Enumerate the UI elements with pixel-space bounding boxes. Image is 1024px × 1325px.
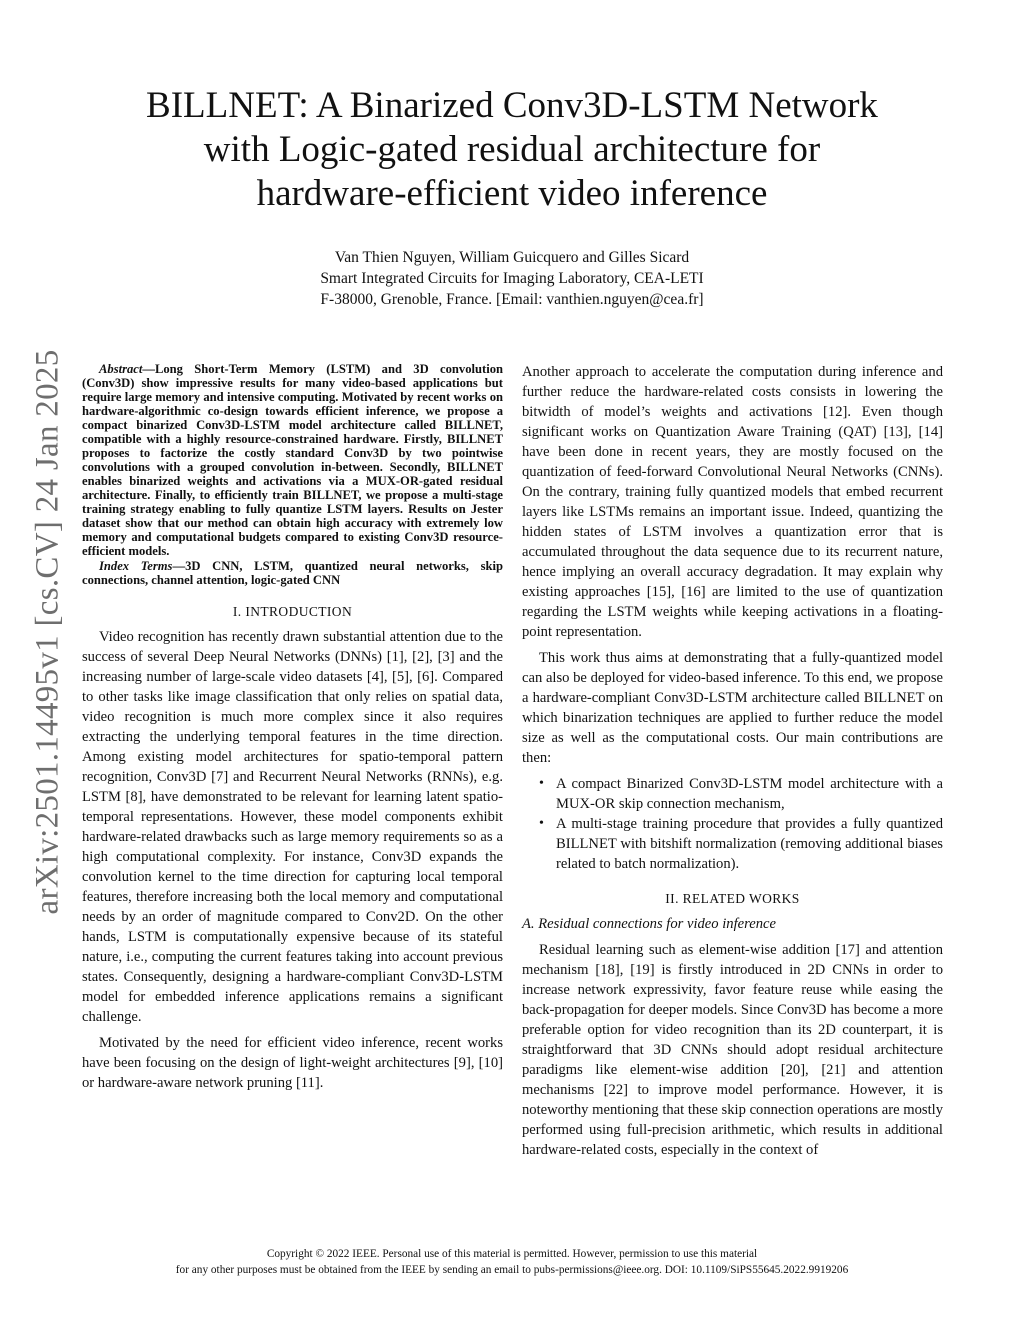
index-terms-label: Index Terms — [99, 559, 173, 573]
abstract-text: —Long Short-Term Memory (LSTM) and 3D convolution (Conv3D) show impressive results for many video-based applications but require large memory and intensive computing. Motivated by recent works on hardware-algorithmic co-design towards efficient inference, we propose a compact binarized Conv3D-LSTM model architecture called BILLNET, compatible with a highly resource-constrained hardware. Firstly, BILLNET proposes to factorize the costly standard Conv3D by two pointwise convolutions with a grouped convolution in-between. Secondly, BILLNET enables binarized weights and activations via a MUX-OR-gated residual architecture. Finally, to efficiently train BILLNET, we propose a multi-stage training strategy enabling to fully quantize LSTM layers. Results on Jester dataset show that our method can obtain high accuracy with extremely low memory and computational budgets compared to existing Conv3D resource-efficient models. — [82, 362, 503, 558]
introduction-paragraph-3: Another approach to accelerate the computation during inference and further reduce the hardware-related costs consists in lowering the bitwidth of model’s weights and activations [12]. Even though significant works on Quantization Aware Training (QAT) [13], [14] have been done in recent years, they are mostly focused on the quantization of feed-forward Convolutional Neural Networks (CNNs). On the contrary, training fully quantized models that embed recurrent layers like LSTMs remains an important issue. Indeed, quantizing the hidden states of LSTM involves a quantization error that is accumulated throughout the data sequence due to its recurrent nature, hence implying an overall accuracy degradation. It may explain why existing approaches [15], [16] are limited to the use of quantization regarding the LSTM weights while keeping activations in a floating-point representation. — [522, 364, 943, 640]
copyright-line-1: Copyright © 2022 IEEE. Personal use of this material is permitted. However, permission to use this material — [266, 1248, 758, 1260]
list-item: • A multi-stage training procedure that provides a fully quantized BILLNET with bitshift normalization (removing additional biases related to batch normalization). — [556, 814, 943, 874]
title-line-1: BILLNET: A Binarized Conv3D-LSTM Network — [146, 85, 878, 126]
author-affiliation: Smart Integrated Circuits for Imaging Laboratory, CEA-LETI — [320, 270, 704, 287]
author-names: Van Thien Nguyen, William Guicquero and Gilles Sicard — [334, 249, 690, 266]
introduction-paragraph-2: Motivated by the need for efficient video inference, recent works have been focusing on the design of light-weight architectures [9], [10] or hardware-aware network pruning [11]. — [82, 1035, 503, 1091]
section-heading-introduction: I. INTRODUCTION — [232, 604, 353, 619]
left-column — [82, 362, 503, 1093]
introduction-paragraph-1: Video recognition has recently drawn substantial attention due to the success of several Deep Neural Networks (DNNs) [1], [2], [3] and the increasing number of large-scale video datasets [4], [5], [6]. Compared to other tasks like image classification that only relies on spatial data, video recognition is much more complex since it also requires extracting the underlying temporal features in the time direction. Among existing model architectures for spatio-temporal pattern recognition, Conv3D [7] and Recurrent Neural Networks (RNNs), e.g. LSTM [8], have demonstrated to be relevant for learning latent spatio-temporal representations. However, these model components exhibit hardware-related drawbacks such as large memory requirements so as a high computational complexity. For instance, Conv3D expands the convolution kernel to the time direction for capturing local temporal features, therefore increasing both the local memory and computational needs by an order of magnitude compared to Conv2D. On the other hands, LSTM is computationally expensive because of its stateful nature, i.e., computing the current features taking into account previous states. Consequently, designing a hardware-compliant Conv3D-LSTM model for embedded inference applications remains a significant challenge. — [82, 629, 503, 1025]
copyright-footer — [0, 1246, 1024, 1278]
right-column — [522, 362, 943, 1160]
title-line-3: hardware-efficient video inference — [256, 173, 768, 214]
paper-title — [0, 84, 1024, 216]
section-heading-related-works: II. RELATED WORKS — [665, 891, 800, 906]
author-address: F-38000, Grenoble, France. [Email: vanthien.nguyen@cea.fr] — [320, 291, 704, 308]
author-block — [0, 247, 1024, 310]
related-works-paragraph-1: Residual learning such as element-wise addition [17] and attention mechanism [18], [19] is firstly introduced in 2D CNNs in order to increase network expressivity, favor feature reuse while easing the back-propagation for deeper models. Since Conv3D has become a more preferable option for video recognition than its 2D counterpart, it is straightforward that 3D CNNs should adopt residual architecture paradigms like element-wise addition [20], [21] and attention mechanisms [22] to improve model performance. However, it is noteworthy mentioning that these skip connection operations are mostly performed using full-precision arithmetic, which results in additional hardware-related costs, especially in the context of — [522, 942, 943, 1158]
abstract-paragraph — [82, 362, 503, 558]
contributions-list — [522, 774, 943, 874]
abstract-label: Abstract — [99, 362, 143, 376]
introduction-paragraph-4: This work thus aims at demonstrating that a fully-quantized model can also be deployed for video-based inference. To this end, we propose a hardware-compliant Conv3D-LSTM architecture called BILLNET on which binarization techniques are applied to further reduce the model size as well as the computational costs. Our main contributions are then: — [522, 650, 943, 766]
copyright-line-2: for any other purposes must be obtained from the IEEE by sending an email to pubs-permissions@ieee.org. DOI: 10.1109/SiPS55645.2022.9919206 — [175, 1264, 849, 1276]
index-terms-paragraph — [82, 559, 503, 587]
index-terms-text: —3D CNN, LSTM, quantized neural networks, skip connections, channel attention, logic-gated CNN — [82, 559, 504, 587]
title-line-2: with Logic-gated residual architecture for — [203, 129, 821, 170]
arxiv-identifier-stamp: arXiv:2501.14495v1 [cs.CV] 24 Jan 2025 — [29, 349, 66, 915]
subsection-heading-residual-connections: A. Residual connections for video inference — [522, 916, 776, 932]
list-item: • A compact Binarized Conv3D-LSTM model architecture with a MUX-OR skip connection mechanism, — [556, 774, 943, 814]
